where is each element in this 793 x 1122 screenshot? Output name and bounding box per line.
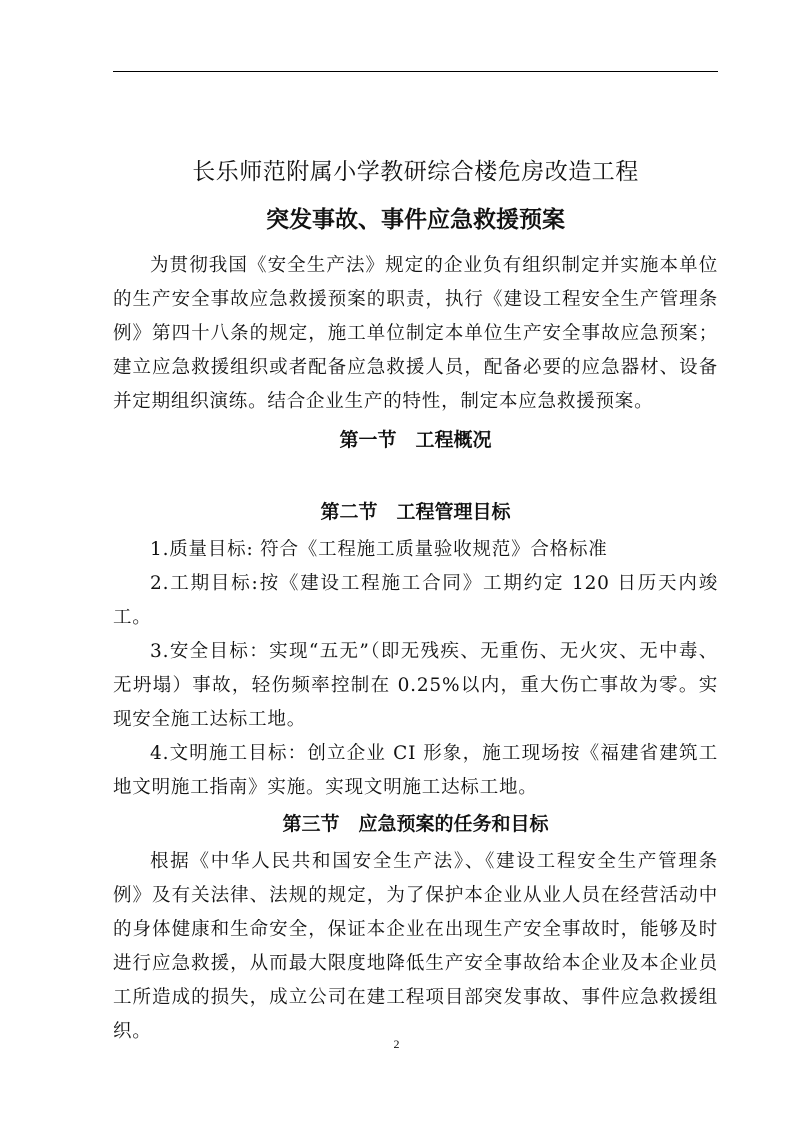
goal-schedule: 2.工期目标:按《建设工程施工合同》工期约定 120 日历天内竣工。: [113, 573, 718, 628]
goal-safety: 3.安全目标：实现“五无”（即无残疾、无重伤、无火灾、无中毒、无坍塌）事故，轻伤频率控制在 0.25%以内，重大伤亡事故为零。实现安全施工达标工地。: [113, 641, 718, 730]
section-heading-1: 第一节 工程概况: [339, 429, 492, 451]
goal-civilized-construction: 4.文明施工目标：创立企业 CI 形象，施工现场按《福建省建筑工地文明施工指南》实施。实现文明施工达标工地。: [113, 743, 718, 798]
document-subtitle: 突发事故、事件应急救援预案: [266, 207, 565, 233]
intro-paragraph: 为贯彻我国《安全生产法》规定的企业负有组织制定并实施本单位的生产安全事故应急救援预案的职责，执行《建设工程安全生产管理条例》第四十八条的规定，施工单位制定本单位生产安全事故应急预案；建立应急救援组织或者配备应急救援人员，配备必要的应急器材、设备并定期组织演练。结合企业生产的特性，制定本应急救援预案。: [113, 255, 718, 412]
document-title: 长乐师范附属小学教研综合楼危房改造工程: [192, 159, 639, 185]
header-rule: [113, 71, 718, 72]
goal-quality: 1.质量目标: 符合《工程施工质量验收规范》合格标准: [150, 539, 608, 560]
section-heading-2: 第二节 工程管理目标: [320, 501, 511, 523]
page-content: [113, 155, 718, 1049]
section-3-paragraph: 根据《中华人民共和国安全生产法》、《建设工程安全生产管理条例》及有关法律、法规的规定，为了保护本企业从业人员在经营活动中的身体健康和生命安全，保证本企业在出现生产安全事故时，能够及时进行应急救援，从而最大限度地降低生产安全事故给本企业及本企业员工所造成的损失，成立公司在建工程项目部突发事故、事件应急救援组织。: [113, 851, 718, 1042]
section-heading-3: 第三节 应急预案的任务和目标: [282, 813, 549, 835]
page-number: 2: [393, 1037, 400, 1051]
